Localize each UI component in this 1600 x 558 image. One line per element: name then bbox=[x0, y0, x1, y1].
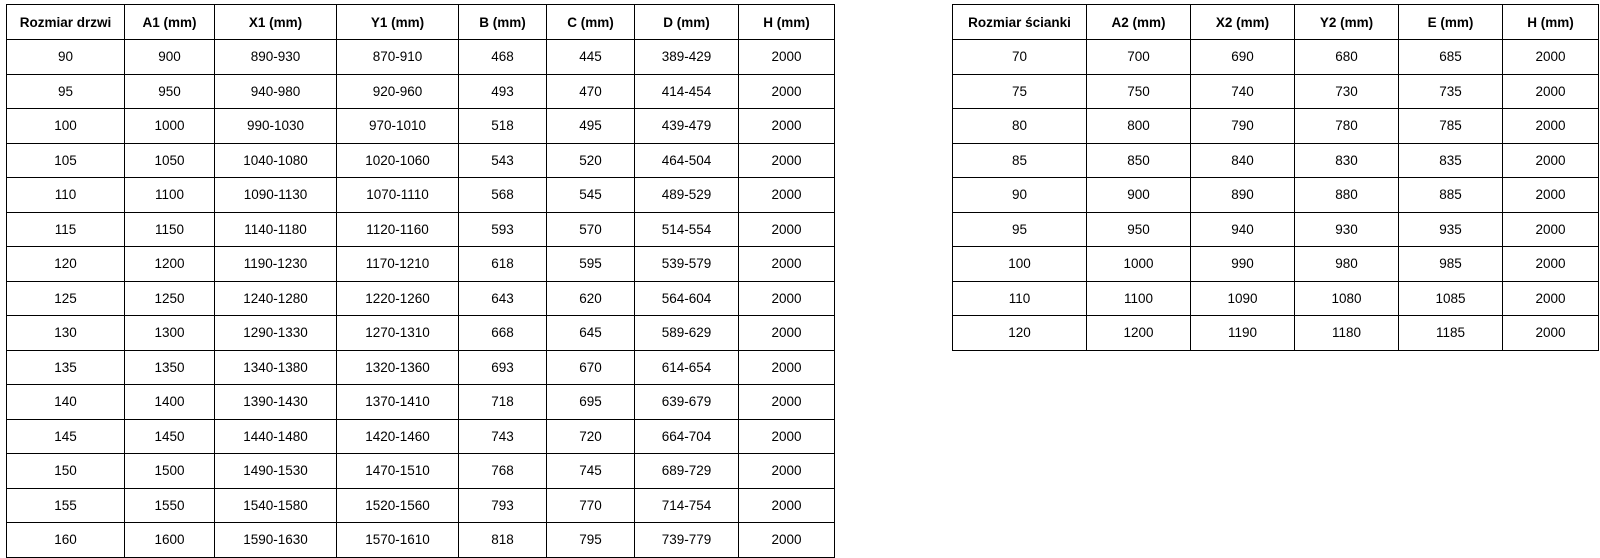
cell: 900 bbox=[1087, 178, 1191, 213]
cell: 2000 bbox=[739, 74, 835, 109]
cell: 768 bbox=[459, 454, 547, 489]
cell: 155 bbox=[7, 488, 125, 523]
cell: 880 bbox=[1295, 178, 1399, 213]
walls-table-body bbox=[953, 40, 1599, 351]
cell: 2000 bbox=[739, 281, 835, 316]
cell: 830 bbox=[1295, 143, 1399, 178]
column-header-e: E (mm) bbox=[1399, 5, 1503, 40]
cell: 2000 bbox=[1503, 178, 1599, 213]
cell: 618 bbox=[459, 247, 547, 282]
cell: 745 bbox=[547, 454, 635, 489]
cell: 2000 bbox=[739, 143, 835, 178]
cell: 920-960 bbox=[337, 74, 459, 109]
cell: 870-910 bbox=[337, 40, 459, 75]
cell: 2000 bbox=[739, 40, 835, 75]
cell: 1180 bbox=[1295, 316, 1399, 351]
cell: 1120-1160 bbox=[337, 212, 459, 247]
cell: 1540-1580 bbox=[215, 488, 337, 523]
column-header-y2: Y2 (mm) bbox=[1295, 5, 1399, 40]
cell: 595 bbox=[547, 247, 635, 282]
cell: 589-629 bbox=[635, 316, 739, 351]
cell: 1020-1060 bbox=[337, 143, 459, 178]
cell: 105 bbox=[7, 143, 125, 178]
table-header-row bbox=[7, 5, 835, 40]
cell: 1140-1180 bbox=[215, 212, 337, 247]
table-row bbox=[953, 40, 1599, 75]
column-header-h: H (mm) bbox=[739, 5, 835, 40]
cell: 1300 bbox=[125, 316, 215, 351]
walls-table-container bbox=[952, 4, 1599, 351]
cell: 1200 bbox=[1087, 316, 1191, 351]
cell: 470 bbox=[547, 74, 635, 109]
table-row bbox=[7, 454, 835, 489]
cell: 700 bbox=[1087, 40, 1191, 75]
cell: 690 bbox=[1191, 40, 1295, 75]
cell: 564-604 bbox=[635, 281, 739, 316]
cell: 685 bbox=[1399, 40, 1503, 75]
table-row bbox=[7, 488, 835, 523]
walls-table-header bbox=[953, 5, 1599, 40]
cell: 439-479 bbox=[635, 109, 739, 144]
cell: 740 bbox=[1191, 74, 1295, 109]
cell: 2000 bbox=[739, 316, 835, 351]
cell: 750 bbox=[1087, 74, 1191, 109]
cell: 543 bbox=[459, 143, 547, 178]
cell: 835 bbox=[1399, 143, 1503, 178]
doors-table-header bbox=[7, 5, 835, 40]
cell: 100 bbox=[953, 247, 1087, 282]
cell: 1150 bbox=[125, 212, 215, 247]
cell: 790 bbox=[1191, 109, 1295, 144]
table-row bbox=[7, 316, 835, 351]
cell: 2000 bbox=[739, 523, 835, 558]
cell: 1200 bbox=[125, 247, 215, 282]
cell: 840 bbox=[1191, 143, 1295, 178]
cell: 645 bbox=[547, 316, 635, 351]
cell: 445 bbox=[547, 40, 635, 75]
table-row bbox=[7, 385, 835, 420]
cell: 620 bbox=[547, 281, 635, 316]
cell: 90 bbox=[7, 40, 125, 75]
cell: 514-554 bbox=[635, 212, 739, 247]
cell: 990 bbox=[1191, 247, 1295, 282]
column-header-c: C (mm) bbox=[547, 5, 635, 40]
table-row bbox=[7, 523, 835, 558]
table-row bbox=[953, 178, 1599, 213]
cell: 593 bbox=[459, 212, 547, 247]
table-row bbox=[7, 40, 835, 75]
cell: 1270-1310 bbox=[337, 316, 459, 351]
doors-dimensions-table bbox=[6, 4, 835, 558]
cell: 1500 bbox=[125, 454, 215, 489]
cell: 389-429 bbox=[635, 40, 739, 75]
cell: 570 bbox=[547, 212, 635, 247]
table-row bbox=[953, 212, 1599, 247]
cell: 110 bbox=[953, 281, 1087, 316]
cell: 770 bbox=[547, 488, 635, 523]
column-header-a2: A2 (mm) bbox=[1087, 5, 1191, 40]
cell: 935 bbox=[1399, 212, 1503, 247]
cell: 518 bbox=[459, 109, 547, 144]
table-row bbox=[953, 109, 1599, 144]
cell: 643 bbox=[459, 281, 547, 316]
table-row bbox=[7, 419, 835, 454]
table-row bbox=[7, 74, 835, 109]
cell: 743 bbox=[459, 419, 547, 454]
cell: 639-679 bbox=[635, 385, 739, 420]
column-header-y1: Y1 (mm) bbox=[337, 5, 459, 40]
cell: 539-579 bbox=[635, 247, 739, 282]
cell: 80 bbox=[953, 109, 1087, 144]
cell: 493 bbox=[459, 74, 547, 109]
cell: 1085 bbox=[1399, 281, 1503, 316]
cell: 150 bbox=[7, 454, 125, 489]
cell: 785 bbox=[1399, 109, 1503, 144]
cell: 1490-1530 bbox=[215, 454, 337, 489]
table-row bbox=[7, 109, 835, 144]
doors-table-body bbox=[7, 40, 835, 558]
cell: 1520-1560 bbox=[337, 488, 459, 523]
cell: 1290-1330 bbox=[215, 316, 337, 351]
table-row bbox=[7, 247, 835, 282]
cell: 90 bbox=[953, 178, 1087, 213]
column-header-x1: X1 (mm) bbox=[215, 5, 337, 40]
cell: 2000 bbox=[739, 454, 835, 489]
cell: 1185 bbox=[1399, 316, 1503, 351]
column-header-d: D (mm) bbox=[635, 5, 739, 40]
cell: 1240-1280 bbox=[215, 281, 337, 316]
cell: 1100 bbox=[1087, 281, 1191, 316]
cell: 1420-1460 bbox=[337, 419, 459, 454]
cell: 1220-1260 bbox=[337, 281, 459, 316]
cell: 689-729 bbox=[635, 454, 739, 489]
cell: 2000 bbox=[1503, 316, 1599, 351]
cell: 100 bbox=[7, 109, 125, 144]
cell: 714-754 bbox=[635, 488, 739, 523]
cell: 75 bbox=[953, 74, 1087, 109]
cell: 160 bbox=[7, 523, 125, 558]
cell: 2000 bbox=[1503, 143, 1599, 178]
table-row bbox=[953, 316, 1599, 351]
cell: 2000 bbox=[1503, 74, 1599, 109]
cell: 464-504 bbox=[635, 143, 739, 178]
cell: 95 bbox=[953, 212, 1087, 247]
cell: 850 bbox=[1087, 143, 1191, 178]
cell: 614-654 bbox=[635, 350, 739, 385]
cell: 2000 bbox=[739, 109, 835, 144]
cell: 145 bbox=[7, 419, 125, 454]
table-row bbox=[7, 178, 835, 213]
column-header-wall-size: Rozmiar ścianki bbox=[953, 5, 1087, 40]
cell: 1250 bbox=[125, 281, 215, 316]
cell: 1190-1230 bbox=[215, 247, 337, 282]
cell: 140 bbox=[7, 385, 125, 420]
cell: 489-529 bbox=[635, 178, 739, 213]
cell: 735 bbox=[1399, 74, 1503, 109]
cell: 95 bbox=[7, 74, 125, 109]
cell: 520 bbox=[547, 143, 635, 178]
column-header-door-size: Rozmiar drzwi bbox=[7, 5, 125, 40]
cell: 1470-1510 bbox=[337, 454, 459, 489]
cell: 890 bbox=[1191, 178, 1295, 213]
cell: 985 bbox=[1399, 247, 1503, 282]
cell: 970-1010 bbox=[337, 109, 459, 144]
cell: 885 bbox=[1399, 178, 1503, 213]
cell: 950 bbox=[1087, 212, 1191, 247]
cell: 495 bbox=[547, 109, 635, 144]
cell: 930 bbox=[1295, 212, 1399, 247]
cell: 720 bbox=[547, 419, 635, 454]
cell: 1170-1210 bbox=[337, 247, 459, 282]
cell: 130 bbox=[7, 316, 125, 351]
cell: 2000 bbox=[739, 350, 835, 385]
cell: 1320-1360 bbox=[337, 350, 459, 385]
cell: 2000 bbox=[739, 385, 835, 420]
cell: 1040-1080 bbox=[215, 143, 337, 178]
column-header-a1: A1 (mm) bbox=[125, 5, 215, 40]
column-header-h: H (mm) bbox=[1503, 5, 1599, 40]
cell: 85 bbox=[953, 143, 1087, 178]
table-row bbox=[953, 74, 1599, 109]
cell: 1600 bbox=[125, 523, 215, 558]
cell: 1350 bbox=[125, 350, 215, 385]
cell: 1340-1380 bbox=[215, 350, 337, 385]
cell: 730 bbox=[1295, 74, 1399, 109]
cell: 1190 bbox=[1191, 316, 1295, 351]
cell: 1090-1130 bbox=[215, 178, 337, 213]
column-header-x2: X2 (mm) bbox=[1191, 5, 1295, 40]
cell: 120 bbox=[953, 316, 1087, 351]
cell: 2000 bbox=[1503, 212, 1599, 247]
table-row bbox=[953, 247, 1599, 282]
table-row bbox=[7, 212, 835, 247]
cell: 668 bbox=[459, 316, 547, 351]
cell: 2000 bbox=[739, 178, 835, 213]
cell: 1050 bbox=[125, 143, 215, 178]
cell: 414-454 bbox=[635, 74, 739, 109]
cell: 1070-1110 bbox=[337, 178, 459, 213]
table-row bbox=[7, 350, 835, 385]
cell: 2000 bbox=[739, 212, 835, 247]
cell: 1400 bbox=[125, 385, 215, 420]
cell: 545 bbox=[547, 178, 635, 213]
cell: 670 bbox=[547, 350, 635, 385]
table-row bbox=[7, 281, 835, 316]
cell: 693 bbox=[459, 350, 547, 385]
walls-dimensions-table bbox=[952, 4, 1599, 351]
column-header-b: B (mm) bbox=[459, 5, 547, 40]
cell: 1590-1630 bbox=[215, 523, 337, 558]
table-row bbox=[7, 143, 835, 178]
cell: 793 bbox=[459, 488, 547, 523]
cell: 718 bbox=[459, 385, 547, 420]
cell: 125 bbox=[7, 281, 125, 316]
cell: 1100 bbox=[125, 178, 215, 213]
cell: 800 bbox=[1087, 109, 1191, 144]
cell: 950 bbox=[125, 74, 215, 109]
cell: 1000 bbox=[125, 109, 215, 144]
cell: 680 bbox=[1295, 40, 1399, 75]
cell: 1080 bbox=[1295, 281, 1399, 316]
cell: 135 bbox=[7, 350, 125, 385]
cell: 1440-1480 bbox=[215, 419, 337, 454]
cell: 818 bbox=[459, 523, 547, 558]
cell: 980 bbox=[1295, 247, 1399, 282]
cell: 780 bbox=[1295, 109, 1399, 144]
cell: 1570-1610 bbox=[337, 523, 459, 558]
cell: 900 bbox=[125, 40, 215, 75]
cell: 1000 bbox=[1087, 247, 1191, 282]
cell: 2000 bbox=[739, 247, 835, 282]
table-row bbox=[953, 143, 1599, 178]
cell: 2000 bbox=[1503, 109, 1599, 144]
cell: 468 bbox=[459, 40, 547, 75]
cell: 795 bbox=[547, 523, 635, 558]
cell: 1370-1410 bbox=[337, 385, 459, 420]
table-header-row bbox=[953, 5, 1599, 40]
doors-table-container bbox=[6, 4, 835, 558]
cell: 120 bbox=[7, 247, 125, 282]
cell: 2000 bbox=[1503, 281, 1599, 316]
cell: 115 bbox=[7, 212, 125, 247]
cell: 890-930 bbox=[215, 40, 337, 75]
cell: 664-704 bbox=[635, 419, 739, 454]
cell: 940 bbox=[1191, 212, 1295, 247]
cell: 2000 bbox=[1503, 247, 1599, 282]
cell: 739-779 bbox=[635, 523, 739, 558]
cell: 568 bbox=[459, 178, 547, 213]
cell: 990-1030 bbox=[215, 109, 337, 144]
cell: 1550 bbox=[125, 488, 215, 523]
cell: 1090 bbox=[1191, 281, 1295, 316]
cell: 1390-1430 bbox=[215, 385, 337, 420]
cell: 940-980 bbox=[215, 74, 337, 109]
cell: 2000 bbox=[739, 419, 835, 454]
cell: 695 bbox=[547, 385, 635, 420]
cell: 110 bbox=[7, 178, 125, 213]
table-row bbox=[953, 281, 1599, 316]
cell: 1450 bbox=[125, 419, 215, 454]
cell: 70 bbox=[953, 40, 1087, 75]
cell: 2000 bbox=[739, 488, 835, 523]
cell: 2000 bbox=[1503, 40, 1599, 75]
